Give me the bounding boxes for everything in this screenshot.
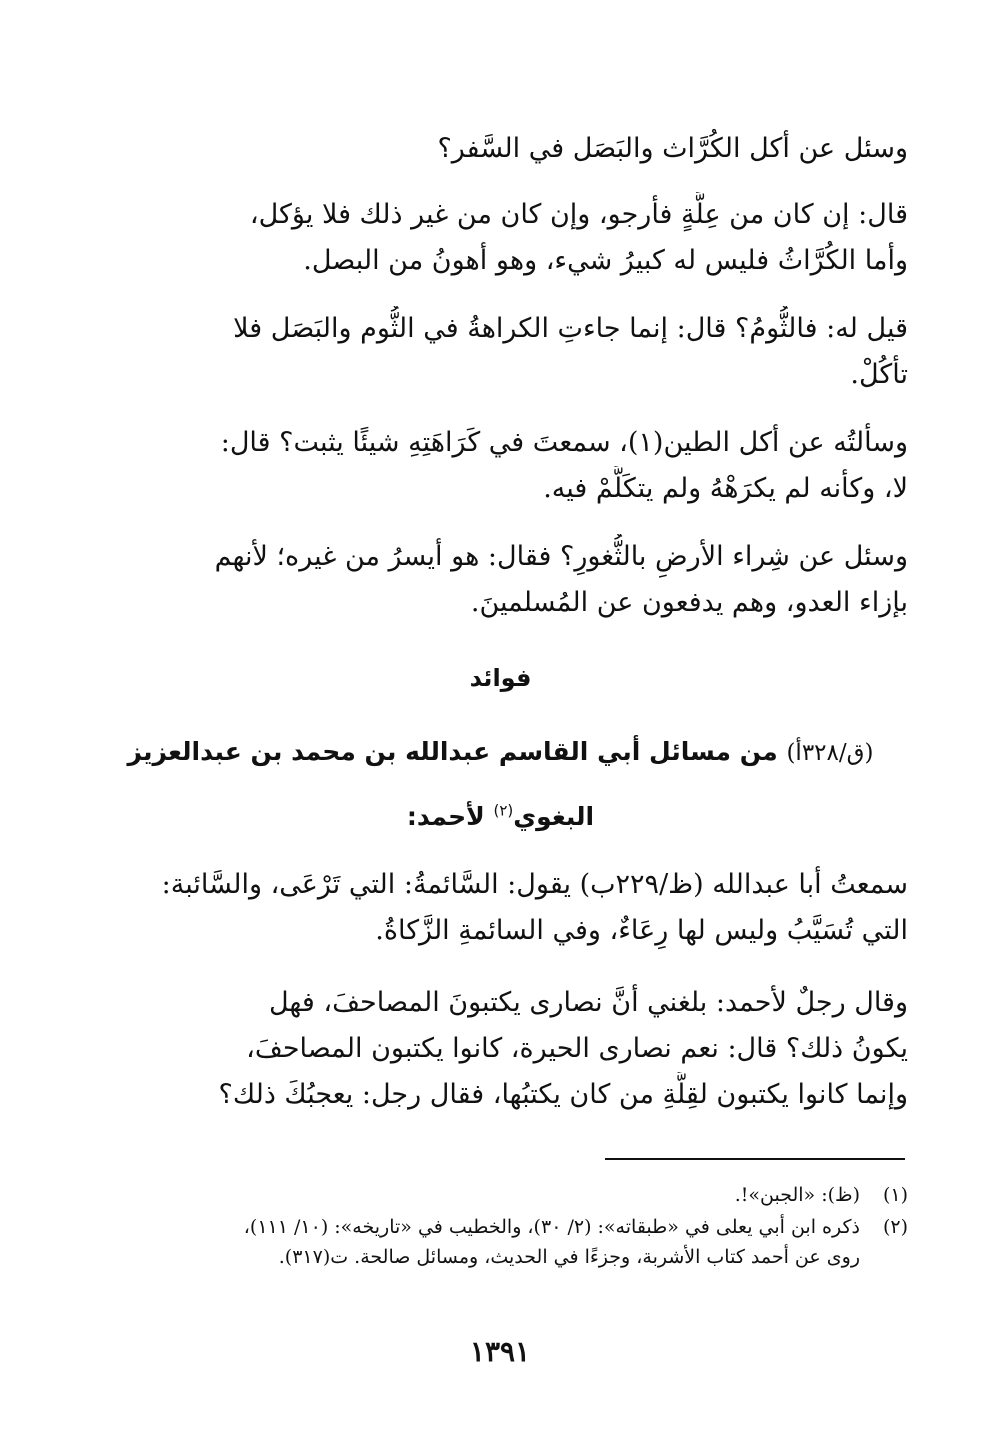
section-title: فوائد xyxy=(469,664,532,692)
text-line: وأما الكُرَّاثُ فليس له كبيرُ شيء، وهو أهونُ من البصل. xyxy=(303,245,908,276)
paragraph-frontier-land xyxy=(93,534,908,626)
text-line: قيل له: فالثُّومُ؟ قال: إنما جاءتِ الكراهةُ في الثُّوم والبَصَل فلا xyxy=(233,313,908,344)
footnote-body xyxy=(93,1180,860,1210)
paragraph-answer-illness xyxy=(93,192,908,284)
footnote-divider xyxy=(605,1158,905,1160)
text-line: وسألتُه عن أكل الطين(١)، سمعتَ في كَرَاهَتِهِ شيئًا يثبت؟ قال: xyxy=(220,427,908,458)
text-line: تأكُلْ. xyxy=(850,359,908,390)
text-line: سمعتُ أبا عبدالله (ظ/٢٢٩ب) يقول: السَّائمةُ: التي تَرْعَى، والسَّائبة: xyxy=(161,869,908,900)
source-heading-line-1 xyxy=(93,720,908,785)
source-name: البغوي xyxy=(513,802,595,831)
footnote-line: روى عن أحمد كتاب الأشربة، وجزءًا في الحديث، ومسائل صالحة. ت(٣١٧). xyxy=(278,1246,860,1268)
source-heading-text: من مسائل أبي القاسم عبدالله بن محمد بن عبدالعزيز xyxy=(127,737,778,766)
text-line: بإزاء العدو، وهم يدفعون عن المُسلمينَ. xyxy=(470,587,908,618)
text-line: وسئل عن أكل الكُرَّاث والبَصَل في السَّفر؟ xyxy=(437,133,908,164)
footnotes xyxy=(93,1180,908,1274)
text-line: التي تُسَيَّبُ وليس لها رِعَاءٌ، وفي السائمةِ الزَّكاةُ. xyxy=(375,915,908,946)
footnote-marker: (٢) xyxy=(493,801,514,820)
footnote-number: (١) xyxy=(882,1184,908,1206)
text-line: وإنما كانوا يكتبون لقِلَّةِ من كان يكتبُها، فقال رجل: يعجبُكَ ذلك؟ xyxy=(218,1079,908,1110)
footnote-body xyxy=(93,1212,860,1272)
text-line: يكونُ ذلك؟ قال: نعم نصارى الحيرة، كانوا يكتبون المصاحفَ، xyxy=(246,1033,908,1064)
source-heading-suffix: لأحمد: xyxy=(406,802,485,831)
source-heading-line-2 xyxy=(93,785,908,849)
paragraph-saima xyxy=(93,862,908,954)
text-line: وقال رجلٌ لأحمد: بلغني أنَّ نصارى يكتبونَ المصاحفَ، فهل xyxy=(268,987,908,1018)
manuscript-reference: (ق/٣٢٨أ) xyxy=(786,740,874,766)
text-line: لا، وكأنه لم يكرَهْهُ ولم يتكَلَّمْ فيه. xyxy=(543,473,908,504)
paragraph-eating-clay xyxy=(93,420,908,512)
page-number: ١٣٩١ xyxy=(469,1335,531,1368)
paragraph-leek-onion xyxy=(93,126,908,172)
text-line: قال: إن كان من عِلَّةٍ فأرجو، وإن كان من غير ذلك فلا يؤكل، xyxy=(249,199,908,230)
source-heading xyxy=(93,720,908,849)
text-line: وسئل عن شِراء الأرضِ بالثُّغورِ؟ فقال: هو أيسرُ من غيره؛ لأنهم xyxy=(214,541,908,572)
footnote-line: (ظ): «الجبن»!. xyxy=(734,1184,860,1206)
footnote-2 xyxy=(93,1212,908,1272)
footnote-1 xyxy=(93,1180,908,1210)
footnote-number: (٢) xyxy=(882,1216,908,1238)
paragraph-christians-mushaf xyxy=(93,980,908,1118)
footnote-line: ذكره ابن أبي يعلى في «طبقاته»: (٢/ ٣٠)، والخطيب في «تاريخه»: (١٠/ ١١١)، xyxy=(243,1216,860,1238)
paragraph-garlic xyxy=(93,306,908,398)
